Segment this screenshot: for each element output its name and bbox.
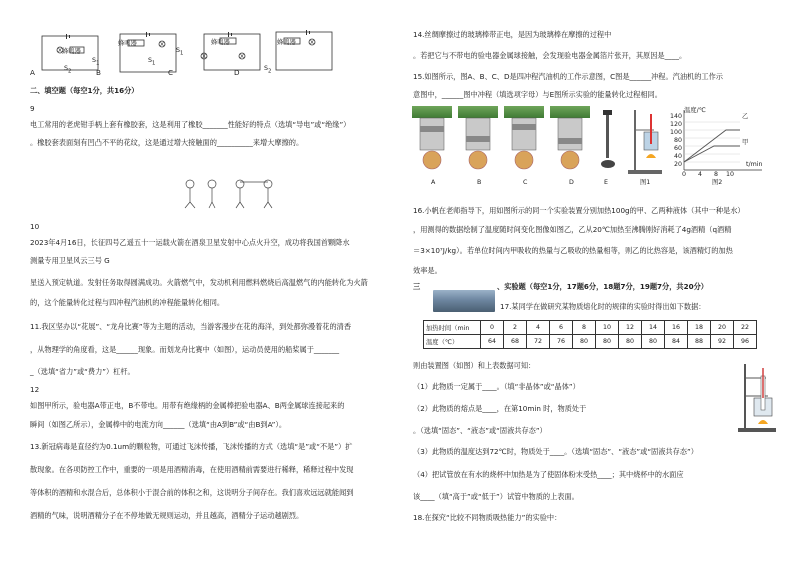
- q13-line2: 散现象。在各项防控工作中，重要的一项是用酒精消毒，在使用酒精前需要进行稀释，稀释过程中发现: [30, 465, 354, 474]
- table-row-time: [424, 321, 757, 335]
- table-cell: 16: [665, 321, 688, 335]
- buzzer-label-b: 蜂鸣器: [118, 40, 137, 47]
- q10-line1: 2023年4月16日，长征四号乙遥五十一运载火箭在酒泉卫星发射中心点火升空，成功将我国首颗降水: [30, 238, 350, 247]
- q16-line3: ＝3×10⁷J/kg）。若单位时间内甲吸收的热量与乙吸收的热量相等，则乙的比热容是，该酒精灯的加热: [413, 246, 733, 255]
- graph-series-jia: 甲: [742, 139, 749, 146]
- q17-sub5: （4）把试管放在有水的烧杯中加热是为了使固体粉末受热____；其中烧杯中的水面应: [413, 470, 684, 479]
- q13-line1: 13.新冠病毒是直径约为0.1um的颗粒物，可通过飞沫传播，飞沫传播的方式（选填“是”或“不是”）扩: [30, 442, 353, 451]
- graph-xtick-0: 0: [682, 171, 687, 178]
- circuit-option-d: D: [234, 68, 240, 77]
- table-cell: 10: [596, 321, 619, 335]
- q17-line1: 17.某同学在做研究某物质熔化时的规律的实验时得出如下数据：: [500, 302, 706, 311]
- q11-line1: 11.我区坚办以“花展”、“龙舟比赛”等为主题的活动，当游客漫步在花的海洋，到处都弥漫着花的清香: [30, 322, 352, 331]
- buzzer-label-c: 蜂鸣器: [211, 39, 230, 46]
- q14-line1: 14.丝绸摩擦过的玻璃棒带正电，是因为玻璃棒在摩擦的过程中: [413, 30, 612, 39]
- table-cell: 96: [734, 335, 757, 349]
- graph-ytick-60: 60: [674, 145, 683, 152]
- table-cell: 72: [527, 335, 550, 349]
- graph-ytick-80: 80: [674, 137, 683, 144]
- fig2-label: 图2: [712, 179, 723, 186]
- engine-label-e: E: [604, 179, 608, 186]
- graph-ytick-20: 20: [674, 161, 683, 168]
- engine-label-c: C: [523, 179, 528, 186]
- q9-number: 9: [30, 104, 35, 113]
- graph-ytick-100: 100: [670, 129, 683, 136]
- table-cell: 0: [481, 321, 504, 335]
- q15-line2: 意图中，______图中冲程（填选项字母）与E图所示实验的能量转化过程相同。: [413, 90, 662, 99]
- q16-line1: 16.小帆在老师指导下，用如图所示的同一个实验装置分别加热100g的甲、乙两种液体（其中一种是水）: [413, 206, 745, 215]
- table-header-temperature: 温度（℃）: [424, 335, 481, 349]
- graph-xlabel: t/min: [746, 161, 763, 168]
- circuit-diagrams: [28, 26, 408, 86]
- table-cell: 76: [550, 335, 573, 349]
- table-cell: 68: [504, 335, 527, 349]
- q17-line2: 则由装置图（如图）和上表数据可知：: [413, 361, 536, 370]
- graph-xtick-10: 10: [726, 171, 735, 178]
- table-cell: 14: [642, 321, 665, 335]
- engine-strokes-figure: [410, 102, 610, 177]
- buzzer-label-a: 蜂鸣器: [62, 48, 81, 55]
- q12-number: 12: [30, 385, 40, 394]
- q13-line4: 酒精的气味，说明酒精分子在不停地做无规则运动，并且越高，酒精分子运动越剧烈。: [30, 511, 304, 520]
- table-cell: 80: [642, 335, 665, 349]
- table-cell: 22: [734, 321, 757, 335]
- q17-sub2: （2）此物质的熔点是____，在第10min 时，物质处于: [413, 404, 587, 413]
- q15-line1: 15.如图所示，图A、B、C、D是四冲程汽油机的工作示意图，C图是______冲程。汽油机的工作示: [413, 72, 723, 81]
- table-header-time: 加热时间（min: [424, 321, 481, 335]
- section3-title: 、实验题（每空1分，17题6分，18题7分，19题7分，共20分）: [497, 282, 708, 291]
- engine-label-d: D: [569, 179, 574, 186]
- table-cell: 18: [688, 321, 711, 335]
- q18-line1: 18.在探究“比较不同物质吸热能力”的实验中：: [413, 513, 562, 522]
- q17-sub1: （1）此物质一定属于____。（填“非晶体”或“晶体”）: [413, 382, 580, 391]
- melting-apparatus-figure: [738, 362, 778, 436]
- q11-line3: _（选填“省力”或“费力”）杠杆。: [30, 367, 135, 376]
- q17-sub4: （3）此物质的温度达到72℃时，物质处于____。（选填“固态”、“液态”或“固液共存态”）: [413, 447, 698, 456]
- graph-ytick-40: 40: [674, 153, 683, 160]
- table-cell: 80: [619, 335, 642, 349]
- engine-b: [458, 106, 498, 169]
- table-cell: 20: [711, 321, 734, 335]
- circuit-option-c: C: [168, 68, 174, 77]
- engine-label-b: B: [477, 179, 482, 186]
- switch2-label-a: $S_2$: [64, 65, 72, 75]
- engine-d: [550, 106, 590, 169]
- table-cell: 88: [688, 335, 711, 349]
- q16-line2: ，用测得的数据绘制了温度随时间变化图像如图乙，乙从20℃加热至沸腾刚好消耗了4g酒精（q酒精: [413, 225, 732, 234]
- engine-c: [504, 106, 544, 169]
- table-cell: 12: [619, 321, 642, 335]
- graph-ytick-140: 140: [670, 113, 683, 120]
- switch-label-a: $S_1$: [92, 57, 100, 67]
- q17-sub6: 该____（填“高于”或“低于”）试管中物质的上表面。: [413, 492, 579, 501]
- table-cell: 2: [504, 321, 527, 335]
- q10-line2: 测量专用卫星风云三号 G: [30, 256, 110, 265]
- table-cell: 80: [573, 335, 596, 349]
- table-cell: 6: [550, 321, 573, 335]
- fig1-label: 图1: [640, 179, 651, 186]
- dragon-boat-photo: [433, 290, 495, 312]
- graph-xtick-8: 8: [714, 171, 719, 178]
- table-row-temperature: [424, 335, 757, 349]
- heating-apparatus-fig1: [626, 108, 666, 178]
- section2-title: 二、填空题（每空1分，共16分）: [30, 86, 139, 95]
- q16-line4: 效率是。: [413, 266, 442, 275]
- switch-label-c: $S_1$: [176, 47, 184, 57]
- q10-number: 10: [30, 222, 40, 231]
- q14-line2: 。若把它与不带电的验电器金属球接触，会发现验电器金属箔片张开，其原因是____。: [413, 51, 687, 60]
- q9-line1: 电工常用的老虎钳手柄上套有橡胶套，这是利用了橡胶_______性能好的特点（选填“导电”或“绝缘”）: [30, 120, 351, 129]
- switch-label-b: $S_1$: [148, 57, 156, 67]
- table-cell: 4: [527, 321, 550, 335]
- section3-mark: 三: [413, 282, 421, 291]
- table-cell: 64: [481, 335, 504, 349]
- circuit-option-a: A: [30, 68, 35, 77]
- q13-line3: 等体积的酒精和水混合后，总体积小于混合前的体积之和，这说明分子间存在。我们喜欢远远就能闻到: [30, 488, 354, 497]
- q12-line1: 如图甲所示，验电器A带正电，B不带电。用带有绝缘柄的金属棒把验电器A、B两金属球连接起来的: [30, 401, 345, 410]
- electroscope-figure: [178, 176, 288, 212]
- q9-line2: 。橡胶套表面刻有凹凸不平的花纹，这是通过增大接触面的__________来增大摩擦的。: [30, 138, 304, 147]
- q10-line4: 的，这个能量转化过程与四冲程汽油机的冲程能量转化相同。: [30, 298, 225, 307]
- table-cell: 84: [665, 335, 688, 349]
- graph-ytick-120: 120: [670, 121, 683, 128]
- engine-a: [412, 106, 452, 169]
- graph-series-yi: 乙: [742, 113, 749, 120]
- q12-line2: 瞬间（如图乙所示），金属棒中的电流方向______（选填“由A到B”或“由B到A”）。: [30, 420, 287, 429]
- q11-line2: ，从物理学的角度看，这是______现象。而划龙舟比赛中（如图），运动员使用的船桨属于_______: [30, 345, 340, 354]
- circuit-option-b: B: [96, 68, 101, 77]
- apparatus-e: [598, 108, 618, 178]
- switch-label-d: $S_2$: [264, 65, 272, 75]
- graph-xtick-4: 4: [698, 171, 703, 178]
- table-cell: 92: [711, 335, 734, 349]
- melting-data-table: [423, 320, 757, 349]
- graph-ylabel: 温度/℃: [684, 107, 706, 114]
- table-cell: 80: [596, 335, 619, 349]
- buzzer-label-d: 蜂鸣器: [277, 39, 296, 46]
- table-cell: 8: [573, 321, 596, 335]
- engine-label-a: A: [431, 179, 436, 186]
- q10-line3: 星送入预定轨道。发射任务取得圆满成功。火箭燃气中，发动机利用燃料燃烧后高温燃气的内能转化为火箭: [30, 278, 368, 287]
- q17-sub3: 。（选填“固态”、“液态”或“固液共存态”）: [413, 426, 547, 435]
